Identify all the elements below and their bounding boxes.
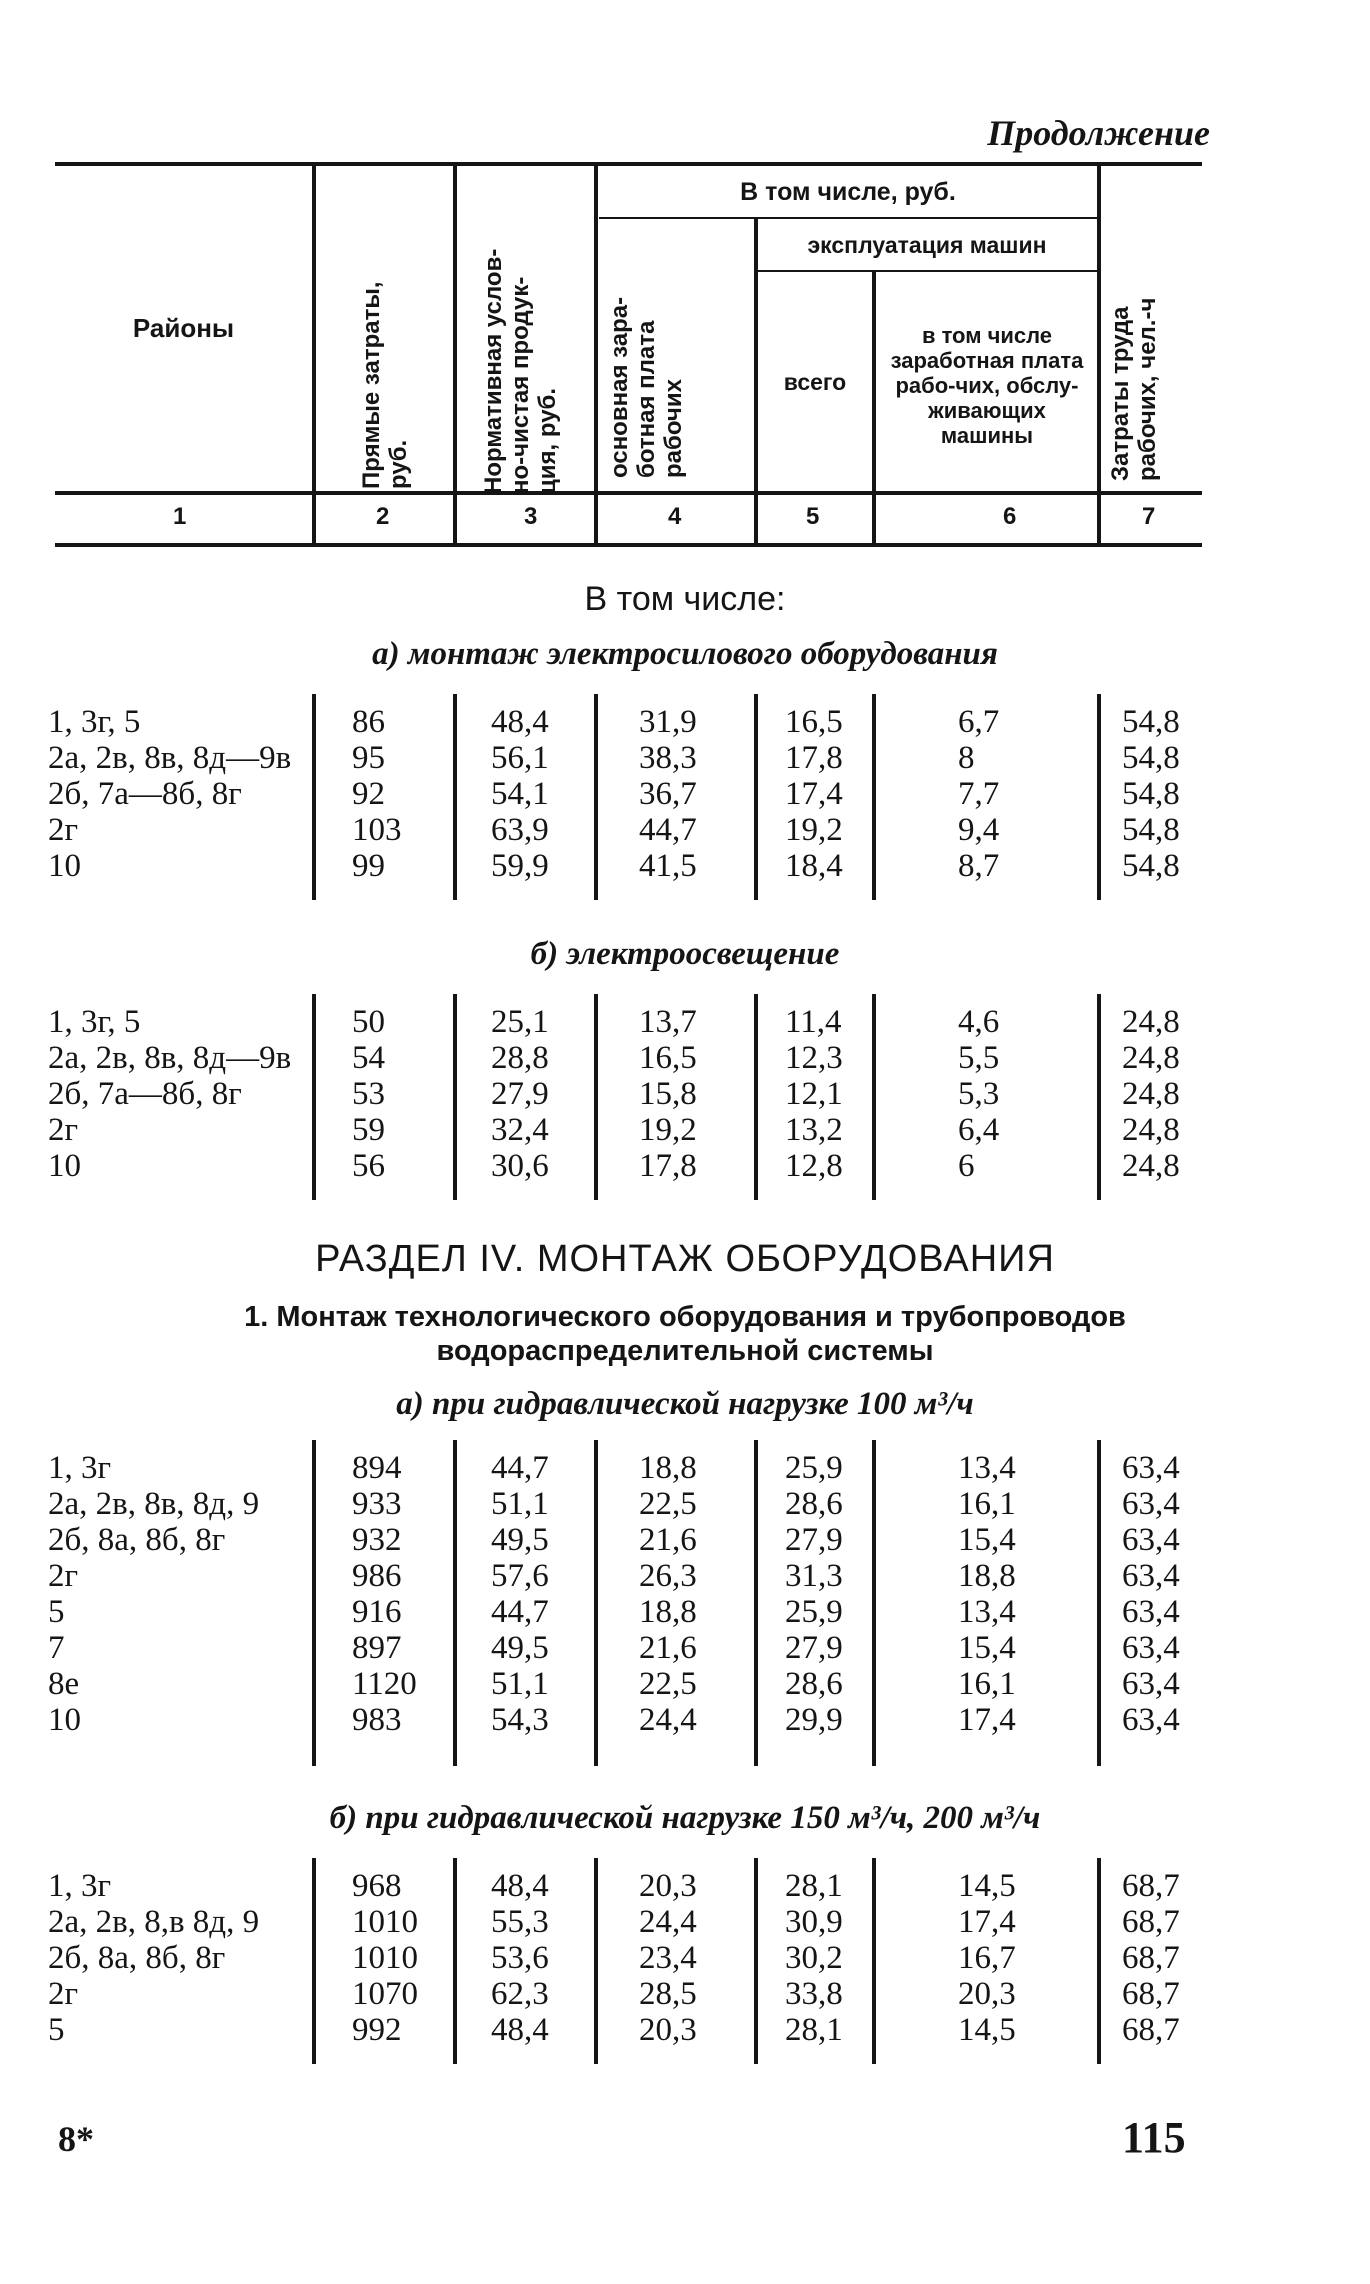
cell-machines-total: 28,6 xyxy=(785,1666,843,1702)
cell-district: 2б, 8а, 8б, 8г xyxy=(48,1522,226,1558)
table-row xyxy=(0,1450,1370,1486)
cell-district: 10 xyxy=(48,1702,81,1738)
cell-labor: 68,7 xyxy=(1122,1940,1180,1976)
cell-direct: 1010 xyxy=(352,1904,418,1940)
cell-wages: 19,2 xyxy=(639,1112,697,1148)
col-number-1: 1 xyxy=(173,503,187,530)
table-row xyxy=(0,1666,1370,1702)
cell-labor: 24,8 xyxy=(1122,1004,1180,1040)
cell-machines-total: 31,3 xyxy=(785,1558,843,1594)
cell-normative: 32,4 xyxy=(491,1112,549,1148)
cell-labor: 68,7 xyxy=(1122,1868,1180,1904)
cell-machine-wages: 6,4 xyxy=(958,1112,1000,1148)
cell-machines-total: 30,9 xyxy=(785,1904,843,1940)
cell-normative: 30,6 xyxy=(491,1148,549,1184)
cell-wages: 20,3 xyxy=(639,1868,697,1904)
cell-direct: 983 xyxy=(352,1702,402,1738)
cell-machines-total: 29,9 xyxy=(785,1702,843,1738)
header-col-normative-output: Нормативная услов- но-чистая продук- ция, руб. xyxy=(480,248,561,494)
cell-normative: 54,1 xyxy=(491,776,549,812)
cell-machines-total: 27,9 xyxy=(785,1630,843,1666)
table-row xyxy=(0,1594,1370,1630)
cell-district: 1, 3г xyxy=(48,1868,112,1904)
cell-normative: 44,7 xyxy=(491,1594,549,1630)
table-row xyxy=(0,848,1370,884)
cell-machine-wages: 8,7 xyxy=(958,848,1000,884)
cell-wages: 21,6 xyxy=(639,1522,697,1558)
cell-normative: 48,4 xyxy=(491,2012,549,2048)
cell-machine-wages: 5,5 xyxy=(958,1040,1000,1076)
cell-district: 2а, 2в, 8,в 8д, 9 xyxy=(48,1904,260,1940)
section-subtitle: а) монтаж электросилового оборудования xyxy=(372,636,998,672)
cell-direct: 54 xyxy=(352,1040,385,1076)
cell-machines-total: 25,9 xyxy=(785,1594,843,1630)
cell-machine-wages: 7,7 xyxy=(958,776,1000,812)
cell-wages: 20,3 xyxy=(639,2012,697,2048)
cell-direct: 894 xyxy=(352,1450,402,1486)
cell-direct: 95 xyxy=(352,740,385,776)
cell-normative: 51,1 xyxy=(491,1666,549,1702)
cell-machine-wages: 4,6 xyxy=(958,1004,1000,1040)
cell-normative: 56,1 xyxy=(491,740,549,776)
cell-wages: 44,7 xyxy=(639,812,697,848)
page-number: 115 xyxy=(1122,2113,1186,2162)
cell-labor: 68,7 xyxy=(1122,1904,1180,1940)
table-row xyxy=(0,1076,1370,1112)
cell-district: 2а, 2в, 8в, 8д—9в xyxy=(48,1040,292,1076)
cell-direct: 86 xyxy=(352,704,385,740)
cell-machine-wages: 13,4 xyxy=(958,1594,1016,1630)
cell-labor: 63,4 xyxy=(1122,1630,1180,1666)
cell-direct: 1120 xyxy=(352,1666,417,1702)
cell-district: 8е xyxy=(48,1666,80,1702)
cell-district: 1, 3г xyxy=(48,1450,112,1486)
cell-machine-wages: 6,7 xyxy=(958,704,1000,740)
cell-district: 1, 3г, 5 xyxy=(48,1004,141,1040)
cell-wages: 18,8 xyxy=(639,1450,697,1486)
cell-machines-total: 12,3 xyxy=(785,1040,843,1076)
cell-district: 5 xyxy=(48,1594,65,1630)
cell-machines-total: 19,2 xyxy=(785,812,843,848)
cell-labor: 24,8 xyxy=(1122,1076,1180,1112)
cell-direct: 53 xyxy=(352,1076,385,1112)
header-col-direct-costs: Прямые затраты, руб. xyxy=(358,281,412,489)
cell-wages: 24,4 xyxy=(639,1904,697,1940)
cell-labor: 63,4 xyxy=(1122,1522,1180,1558)
cell-wages: 23,4 xyxy=(639,1940,697,1976)
cell-direct: 933 xyxy=(352,1486,402,1522)
cell-machines-total: 16,5 xyxy=(785,704,843,740)
cell-machines-total: 12,8 xyxy=(785,1148,843,1184)
cell-machine-wages: 16,1 xyxy=(958,1666,1016,1702)
cell-machine-wages: 6 xyxy=(958,1148,975,1184)
table-row xyxy=(0,1976,1370,2012)
cell-direct: 932 xyxy=(352,1522,402,1558)
cell-wages: 41,5 xyxy=(639,848,697,884)
cell-normative: 63,9 xyxy=(491,812,549,848)
cell-labor: 54,8 xyxy=(1122,776,1180,812)
cell-machines-total: 28,1 xyxy=(785,1868,843,1904)
cell-district: 10 xyxy=(48,1148,81,1184)
table-row xyxy=(0,1112,1370,1148)
cell-labor: 68,7 xyxy=(1122,1976,1180,2012)
chapter-title-line-2: водораспределительной системы xyxy=(436,1335,934,1367)
cell-machines-total: 17,4 xyxy=(785,776,843,812)
cell-machine-wages: 17,4 xyxy=(958,1702,1016,1738)
cell-labor: 63,4 xyxy=(1122,1702,1180,1738)
cell-labor: 24,8 xyxy=(1122,1112,1180,1148)
cell-district: 2а, 2в, 8в, 8д, 9 xyxy=(48,1486,260,1522)
cell-normative: 48,4 xyxy=(491,1868,549,1904)
cell-machines-total: 18,4 xyxy=(785,848,843,884)
table-row xyxy=(0,1522,1370,1558)
cell-district: 10 xyxy=(48,848,81,884)
header-col-total: всего xyxy=(783,368,847,395)
section-subtitle: б) электроосвещение xyxy=(530,936,840,972)
col-number-3: 3 xyxy=(524,503,538,530)
cell-normative: 25,1 xyxy=(491,1004,549,1040)
table-row xyxy=(0,1868,1370,1904)
cell-normative: 57,6 xyxy=(491,1558,549,1594)
cell-machine-wages: 8 xyxy=(958,740,975,776)
part-title: РАЗДЕЛ IV. МОНТАЖ ОБОРУДОВАНИЯ xyxy=(315,1238,1055,1280)
cell-normative: 49,5 xyxy=(491,1522,549,1558)
section-subtitle: а) при гидравлической нагрузке 100 м³/ч xyxy=(396,1386,974,1422)
cell-machine-wages: 17,4 xyxy=(958,1904,1016,1940)
header-col-machine-wages: в том числе заработная плата рабо-чих, обслу-живающих машины xyxy=(890,322,1084,448)
cell-wages: 17,8 xyxy=(639,1148,697,1184)
cell-direct: 92 xyxy=(352,776,385,812)
cell-direct: 992 xyxy=(352,2012,402,2048)
cell-normative: 53,6 xyxy=(491,1940,549,1976)
cell-labor: 63,4 xyxy=(1122,1450,1180,1486)
printer-signature: 8* xyxy=(58,2119,94,2159)
cell-wages: 38,3 xyxy=(639,740,697,776)
cell-machines-total: 28,1 xyxy=(785,2012,843,2048)
table-row xyxy=(0,704,1370,740)
header-col-districts: Районы xyxy=(132,313,235,343)
cell-machines-total: 12,1 xyxy=(785,1076,843,1112)
table-row xyxy=(0,776,1370,812)
cell-machines-total: 28,6 xyxy=(785,1486,843,1522)
including-heading: В том числе: xyxy=(584,580,786,618)
cell-direct: 1070 xyxy=(352,1976,418,2012)
cell-direct: 897 xyxy=(352,1630,402,1666)
cell-labor: 63,4 xyxy=(1122,1558,1180,1594)
table-row xyxy=(0,1040,1370,1076)
cell-wages: 16,5 xyxy=(639,1040,697,1076)
cell-labor: 63,4 xyxy=(1122,1594,1180,1630)
continuation-label: Продолжение xyxy=(987,113,1210,153)
cell-direct: 916 xyxy=(352,1594,402,1630)
section-subtitle: б) при гидравлической нагрузке 150 м³/ч, 200 м³/ч xyxy=(329,1800,1041,1836)
cell-district: 2г xyxy=(48,1112,79,1148)
cell-normative: 27,9 xyxy=(491,1076,549,1112)
cell-direct: 59 xyxy=(352,1112,385,1148)
cell-labor: 24,8 xyxy=(1122,1040,1180,1076)
cell-machines-total: 17,8 xyxy=(785,740,843,776)
cell-direct: 99 xyxy=(352,848,385,884)
col-number-7: 7 xyxy=(1142,503,1156,530)
cell-wages: 36,7 xyxy=(639,776,697,812)
cell-normative: 59,9 xyxy=(491,848,549,884)
col-number-5: 5 xyxy=(806,503,820,530)
cell-wages: 26,3 xyxy=(639,1558,697,1594)
table-row xyxy=(0,1004,1370,1040)
cell-labor: 54,8 xyxy=(1122,740,1180,776)
cell-machine-wages: 16,1 xyxy=(958,1486,1016,1522)
cell-labor: 68,7 xyxy=(1122,2012,1180,2048)
cell-district: 2а, 2в, 8в, 8д—9в xyxy=(48,740,292,776)
table-row xyxy=(0,1904,1370,1940)
cell-machine-wages: 14,5 xyxy=(958,1868,1016,1904)
cell-direct: 968 xyxy=(352,1868,402,1904)
cell-wages: 24,4 xyxy=(639,1702,697,1738)
cell-district: 2г xyxy=(48,812,79,848)
cell-machines-total: 27,9 xyxy=(785,1522,843,1558)
cell-labor: 63,4 xyxy=(1122,1486,1180,1522)
cell-district: 1, 3г, 5 xyxy=(48,704,141,740)
cell-labor: 54,8 xyxy=(1122,812,1180,848)
table-row xyxy=(0,1148,1370,1184)
cell-machine-wages: 14,5 xyxy=(958,2012,1016,2048)
cell-direct: 50 xyxy=(352,1004,385,1040)
cell-normative: 28,8 xyxy=(491,1040,549,1076)
cell-normative: 51,1 xyxy=(491,1486,549,1522)
cell-machine-wages: 15,4 xyxy=(958,1522,1016,1558)
table-row xyxy=(0,740,1370,776)
table-row xyxy=(0,1940,1370,1976)
cell-district: 2г xyxy=(48,1976,79,2012)
cell-wages: 28,5 xyxy=(639,1976,697,2012)
cell-district: 2б, 7а—8б, 8г xyxy=(48,776,242,812)
cell-wages: 15,8 xyxy=(639,1076,697,1112)
cell-wages: 22,5 xyxy=(639,1486,697,1522)
cell-normative: 49,5 xyxy=(491,1630,549,1666)
cell-machine-wages: 15,4 xyxy=(958,1630,1016,1666)
header-machine-operation: эксплуатация машин xyxy=(807,231,1047,258)
cell-machines-total: 30,2 xyxy=(785,1940,843,1976)
cell-machine-wages: 18,8 xyxy=(958,1558,1016,1594)
table-row xyxy=(0,1486,1370,1522)
cell-machine-wages: 9,4 xyxy=(958,812,1000,848)
cell-machine-wages: 20,3 xyxy=(958,1976,1016,2012)
cell-normative: 55,3 xyxy=(491,1904,549,1940)
cell-wages: 31,9 xyxy=(639,704,697,740)
cell-normative: 44,7 xyxy=(491,1450,549,1486)
cell-district: 2б, 8а, 8б, 8г xyxy=(48,1940,226,1976)
table-row xyxy=(0,812,1370,848)
cell-district: 2б, 7а—8б, 8г xyxy=(48,1076,242,1112)
cell-machines-total: 33,8 xyxy=(785,1976,843,2012)
cell-district: 5 xyxy=(48,2012,65,2048)
cell-wages: 22,5 xyxy=(639,1666,697,1702)
cell-district: 2г xyxy=(48,1558,79,1594)
cell-wages: 18,8 xyxy=(639,1594,697,1630)
cell-normative: 62,3 xyxy=(491,1976,549,2012)
header-col-base-wages: основная зара- ботная плата рабочих xyxy=(606,296,687,478)
cell-direct: 56 xyxy=(352,1148,385,1184)
chapter-title-line-1: 1. Монтаж технологического оборудования и трубопроводов xyxy=(244,1301,1126,1333)
table-row xyxy=(0,1702,1370,1738)
table-row xyxy=(0,1630,1370,1666)
cell-district: 7 xyxy=(48,1630,65,1666)
table-row xyxy=(0,1558,1370,1594)
cell-direct: 986 xyxy=(352,1558,402,1594)
cell-normative: 54,3 xyxy=(491,1702,549,1738)
cell-wages: 21,6 xyxy=(639,1630,697,1666)
cell-machines-total: 11,4 xyxy=(785,1004,842,1040)
cell-machine-wages: 5,3 xyxy=(958,1076,1000,1112)
table-row xyxy=(0,2012,1370,2048)
cell-direct: 1010 xyxy=(352,1940,418,1976)
cell-labor: 24,8 xyxy=(1122,1148,1180,1184)
col-number-6: 6 xyxy=(1003,503,1017,530)
col-number-4: 4 xyxy=(668,503,682,530)
cell-labor: 54,8 xyxy=(1122,704,1180,740)
cell-machine-wages: 13,4 xyxy=(958,1450,1016,1486)
cell-labor: 63,4 xyxy=(1122,1666,1180,1702)
cell-machine-wages: 16,7 xyxy=(958,1940,1016,1976)
cell-normative: 48,4 xyxy=(491,704,549,740)
cell-machines-total: 13,2 xyxy=(785,1112,843,1148)
header-group-including: В том числе, руб. xyxy=(740,177,956,206)
col-number-2: 2 xyxy=(376,503,390,530)
header-col-labor: Затраты труда рабочих, чел.-ч xyxy=(1107,297,1161,481)
cell-direct: 103 xyxy=(352,812,402,848)
cell-wages: 13,7 xyxy=(639,1004,697,1040)
cell-machines-total: 25,9 xyxy=(785,1450,843,1486)
cell-labor: 54,8 xyxy=(1122,848,1180,884)
